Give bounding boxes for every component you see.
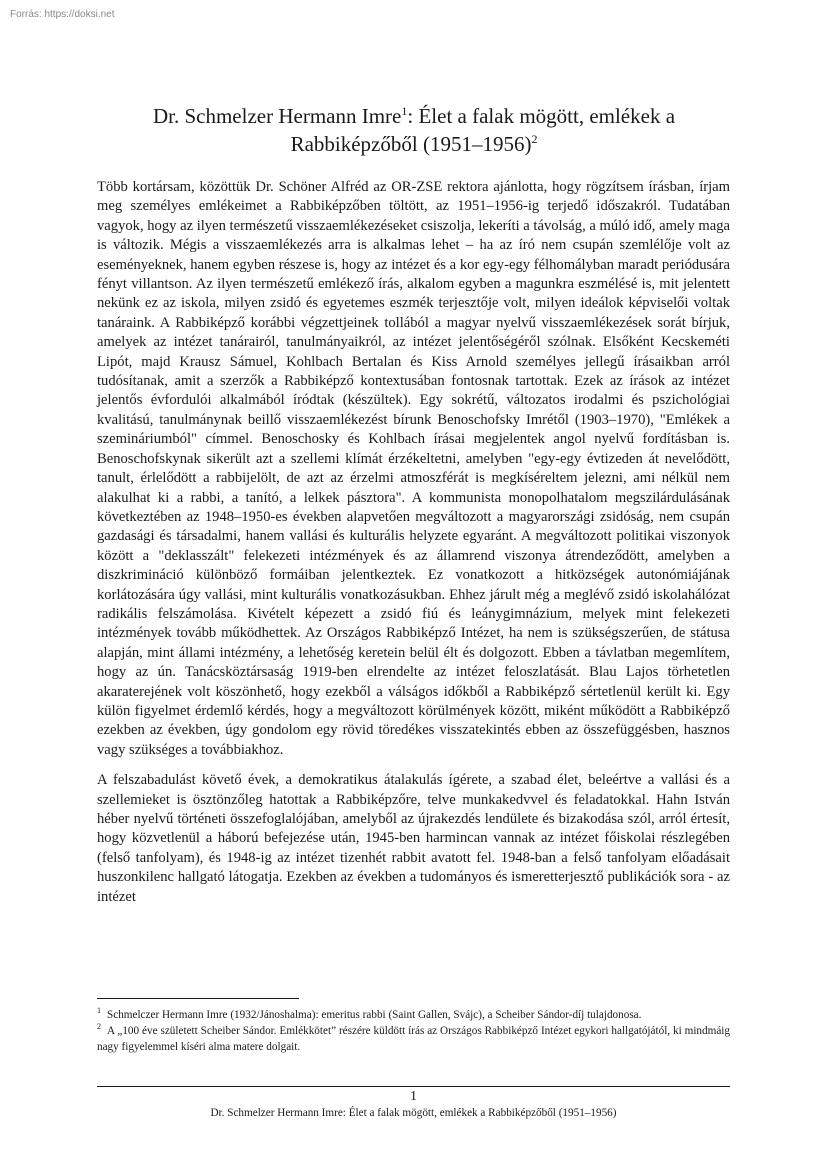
body-text — [97, 178, 730, 907]
footnote-1 — [97, 1007, 730, 1023]
footnote-text: A „100 éve született Scheiber Sándor. Emlékkötet” részére küldött írás az Országos Rabbiképző Intézet egykori hallgatójától, ki mindmáig nagy figyelemmel kíséri alma matere dolgait. — [97, 1025, 730, 1053]
title-author: Dr. Schmelzer Hermann Imre — [152, 104, 402, 128]
running-footer: Dr. Schmelzer Hermann Imre: Élet a falak mögött, emlékek a Rabbiképzőből (1951–1956) — [210, 1107, 617, 1119]
paragraph-1: Több kortársam, közöttük Dr. Schöner Alfréd az OR-ZSE rektora ajánlotta, hogy rögzítsem írásban, írjam meg személyes emlékeimet a Rabbiképzőben töltött, az 1951–1956-ig terjedő időszakról. Tudatában vagyok, hogy az ilyen természetű visszaemlékezéseket csiszolja, lekeríti a távolság, a múló idő, amely maga is változik. Mégis a visszaemlékezés arra is alkalmas lehet – ha az író nem csupán szemlélője volt az eseményeknek, hanem egyben részese is, hogy az intézet és a kor egy-egy félhomályban maradt periódusára fényt villantson. Az ilyen természetű emlékező írás, alkalom egyben a magunkra eszmélésé is, mit jelentett nekünk ez az iskola, milyen zsidó és egyetemes eszmék terjesztője volt, milyen ideálok képviselői voltak tanáraink. A Rabbiképző korábbi végzettjeinek tollából a magyar nyelvű visszaemlékezések sorát bírjuk, amelyek az intézet tanárairól, tanulmányaikról, az intézet jelentőségéről szólnak. Elsőként Kecskeméti Lipót, majd Krausz Sámuel, Kohlbach Bertalan és Kiss Arnold személyes jellegű írásaikban arról tudósítanak, amit a szerzők a Rabbiképző kontextusában fontosnak tartottak. Ezek az írások az intézet jelentős évfordulói alkalmából íródtak (készültek). Egy sokrétű, változatos irodalmi és pszichológiai kvalitású, tanulmánynak beillő visszaemlékezést bírunk Benoschofsky Imrétől (1903–1970), "Emlékek a szemináriumból" címmel. Benoschosky és Kohlbach írásai megjelentek angol nyelvű fordításban is. Benoschofskynak sikerült azt a szellemi klímát érzékeltetni, amelyben "egy-egy évtizeden át nevelődött, tanult, érlelődött a rabbijelölt, de azt az érzelmi atmoszférát is megkíséreltem jelezni, ami nélkül nem alakulhat ki a rabbi, a tanító, a lelkek pásztora". A kommunista monopolhatalom megszilárdulásának következtében az 1948–1950-es években alapvetően megváltozott a magyarországi zsidóság, nem csupán gazdasági és társadalmi, hanem vallási és kulturális helyzete egyaránt. A megváltozott politikai viszonyok között a "deklasszált" felekezeti intézmények és az államrend viszonya átrendeződött, amelyben a diszkrimináció különböző formáiban jelentkeztek. Ez vonatkozott a hitközségek autonómiájának korlátozására úgy vallási, mint kulturális vonatkozásukban. Ehhez járult még a meglévő zsidó iskolahálózat radikális felszámolása. Kivételt képezett a zsidó fiú és leánygimnázium, melyek mint felekezeti intézmények tovább működhettek. Az Országos Rabbiképző Intézet, ha nem is szükségszerűen, de státusa alapján, mint állami intézmény, a lehetőség keretein belül élt és dolgozott. Ebben a távlatban megemlítem, hogy az ún. Tanácsköztársaság 1919-ben elrendelte az intézet feloszlatását. Blau Lajos törhetetlen akaraterejének volt köszönhető, hogy ezekből a válságos időkből a Rabbiképző sértetlenül került ki. Egy külön figyelmet érdemlő kérdés, hogy a megváltozott körülmények között, miként működött a Rabbiképző ezekben az években, úgy gondolom egy rövid töredékes visszatekintés ebben az összefüggésben, hasznos vagy szükséges a továbbiakhoz. — [97, 179, 730, 758]
footnote-ref-2[interactable]: 2 — [531, 132, 538, 146]
title-main: : Élet a falak mögött, emlékek a — [407, 104, 676, 128]
footnote-2 — [97, 1023, 730, 1055]
footnotes — [97, 1007, 730, 1055]
footnote-number: 1 — [97, 1006, 101, 1016]
footnote-text: Schmelczer Hermann Imre (1932/Jánoshalma): emeritus rabbi (Saint Gallen, Svájc), a Scheiber Sándor-díj tulajdonosa. — [107, 1009, 642, 1021]
document-title — [100, 102, 728, 158]
footer-divider — [97, 1086, 730, 1087]
footnote-ref-1[interactable]: 1 — [401, 104, 408, 118]
paragraph-2: A felszabadulást követő évek, a demokratikus átalakulás ígérete, a szabad élet, beleértve a vallási és a szellemieket is ösztönzőleg hatottak a Rabbiképzőre, telve munkakedvvel és feladatokkal. Hahn István héber nyelvű történeti összefoglalójában, amelyből az újrakezdés lendülete és bizakodása szól, arról értesít, hogy közvetlenül a háború befejezése után, 1945-ben harmincan vannak az intézet főiskolai részlegében (felső tanfolyam), és 1948-ig az intézet tizenhét rabbit avatott fel. 1948-ban a felső tanfolyam előadásait huszonkilenc hallgató látogatja. Ezekben az években a tudományos és ismeretterjesztő publikációk sora - az intézet — [97, 772, 730, 905]
title-line-1 — [100, 102, 728, 130]
title-line-2 — [100, 130, 728, 158]
footnote-number: 2 — [97, 1022, 101, 1032]
source-watermark: Forrás: https://doksi.net — [10, 9, 115, 20]
title-subtitle: Rabbiképzőből (1951–1956) — [290, 132, 532, 156]
footnote-divider — [97, 998, 299, 999]
page-number: 1 — [410, 1089, 417, 1104]
